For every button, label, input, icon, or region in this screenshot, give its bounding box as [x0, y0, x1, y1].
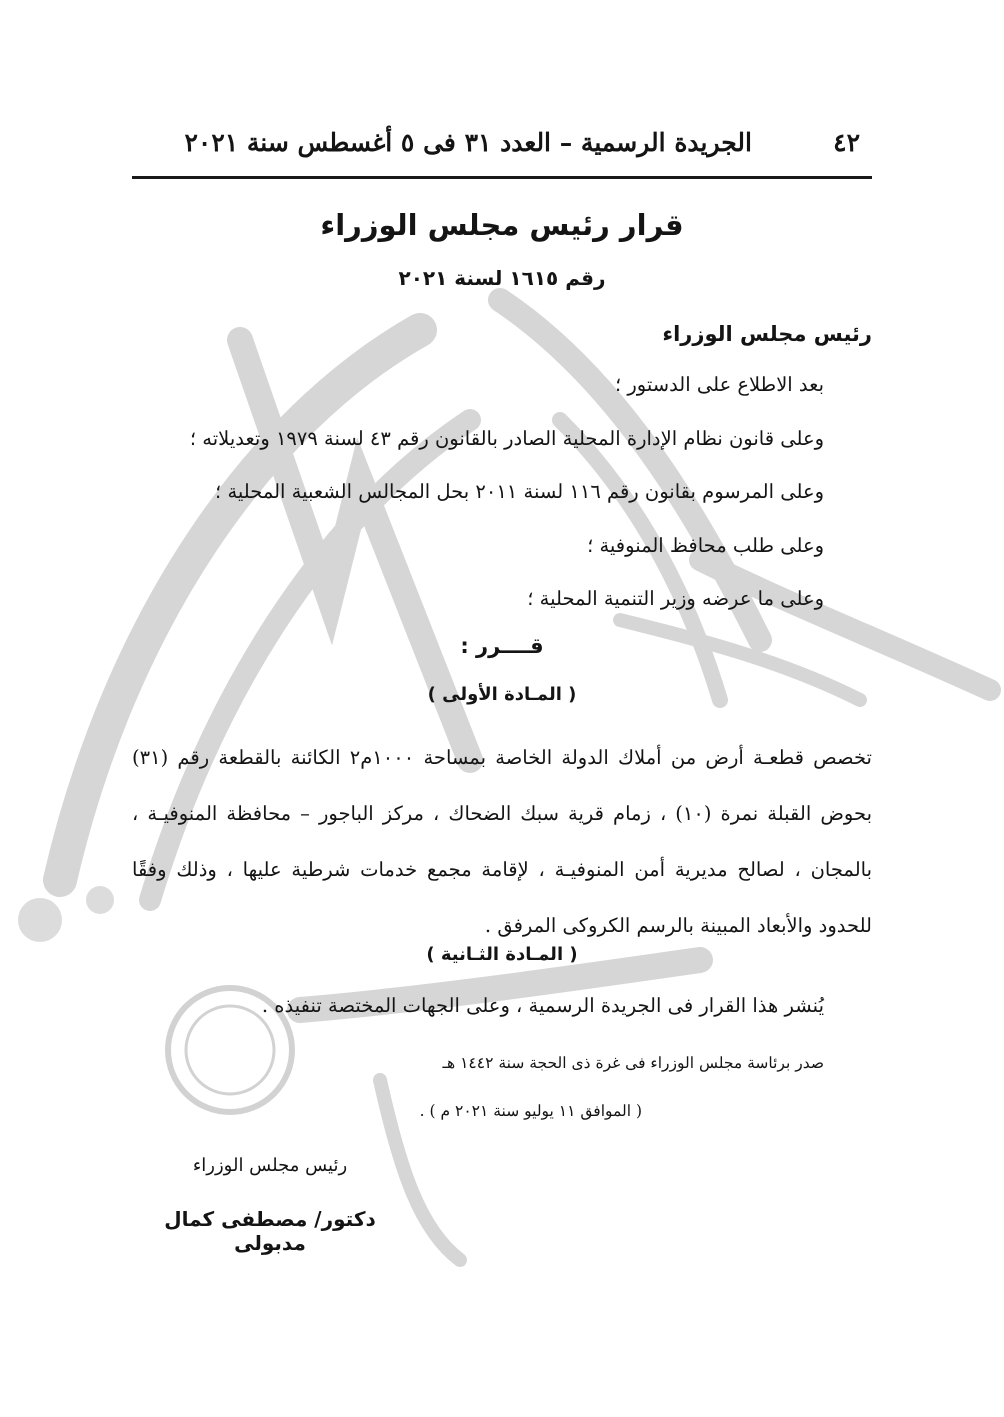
preamble-line: بعد الاطلاع على الدستور ؛	[614, 373, 824, 396]
gazette-issue-line: الجريدة الرسمية – العدد ٣١ فى ٥ أغسطس سنة ٢٠٢١	[184, 128, 752, 157]
article-1-text: تخصص قطعـة أرض من أملاك الدولة الخاصة بمساحة ١٠٠٠م٢ الكائنة بالقطعة رقم (٣١) بحوض القبلة نمرة (١٠) ، زمام قرية سبك الضحاك ، مركز الباجور – محافظة المنوفيـة ، بالمجان ، لصالح مديرية أمن المنوفيـة ، لإقامة مجمع خدمات شرطية عليها ، وذلك وفقًا للحدود والأبعاد المبينة بالرسم الكروكى المرفق .	[132, 746, 872, 937]
issued-date-line: صدر برئاسة مجلس الوزراء فى غرة ذى الحجة سنة ١٤٤٢ هـ	[442, 1054, 824, 1072]
decree-number: رقم ١٦١٥ لسنة ٢٠٢١	[398, 266, 606, 290]
preamble-line: وعلى قانون نظام الإدارة المحلية الصادر بالقانون رقم ٤٣ لسنة ١٩٧٩ وتعديلاته ؛	[189, 426, 824, 450]
signatory-name: دكتور/ مصطفى كمال مدبولى	[164, 1207, 376, 1255]
decided-label: قــــرر :	[460, 634, 544, 658]
header-divider	[132, 176, 872, 179]
article-1-heading: ( المـادة الأولى )	[427, 684, 577, 705]
signatory-title: رئيس مجلس الوزراء	[192, 1155, 348, 1176]
article-2-text: يُنشر هذا القرار فى الجريدة الرسمية ، وعلى الجهات المختصة تنفيذه .	[261, 994, 824, 1017]
issuer-heading: رئيس مجلس الوزراء	[662, 322, 872, 346]
page-number: ٤٢	[833, 128, 860, 157]
preamble-line: وعلى طلب محافظ المنوفية ؛	[587, 533, 824, 557]
preamble-line: وعلى المرسوم بقانون رقم ١١٦ لسنة ٢٠١١ بحل المجالس الشعبية المحلية ؛	[215, 480, 824, 503]
preamble	[124, 370, 824, 638]
decree-title: قرار رئيس مجلس الوزراء	[320, 208, 684, 242]
gregorian-date-line: ( الموافق ١١ يوليو سنة ٢٠٢١ م ) .	[419, 1102, 642, 1120]
preamble-line: وعلى ما عرضه وزير التنمية المحلية ؛	[527, 587, 824, 610]
article-2-heading: ( المـادة الثـانية )	[426, 944, 578, 965]
page-header	[132, 128, 872, 164]
